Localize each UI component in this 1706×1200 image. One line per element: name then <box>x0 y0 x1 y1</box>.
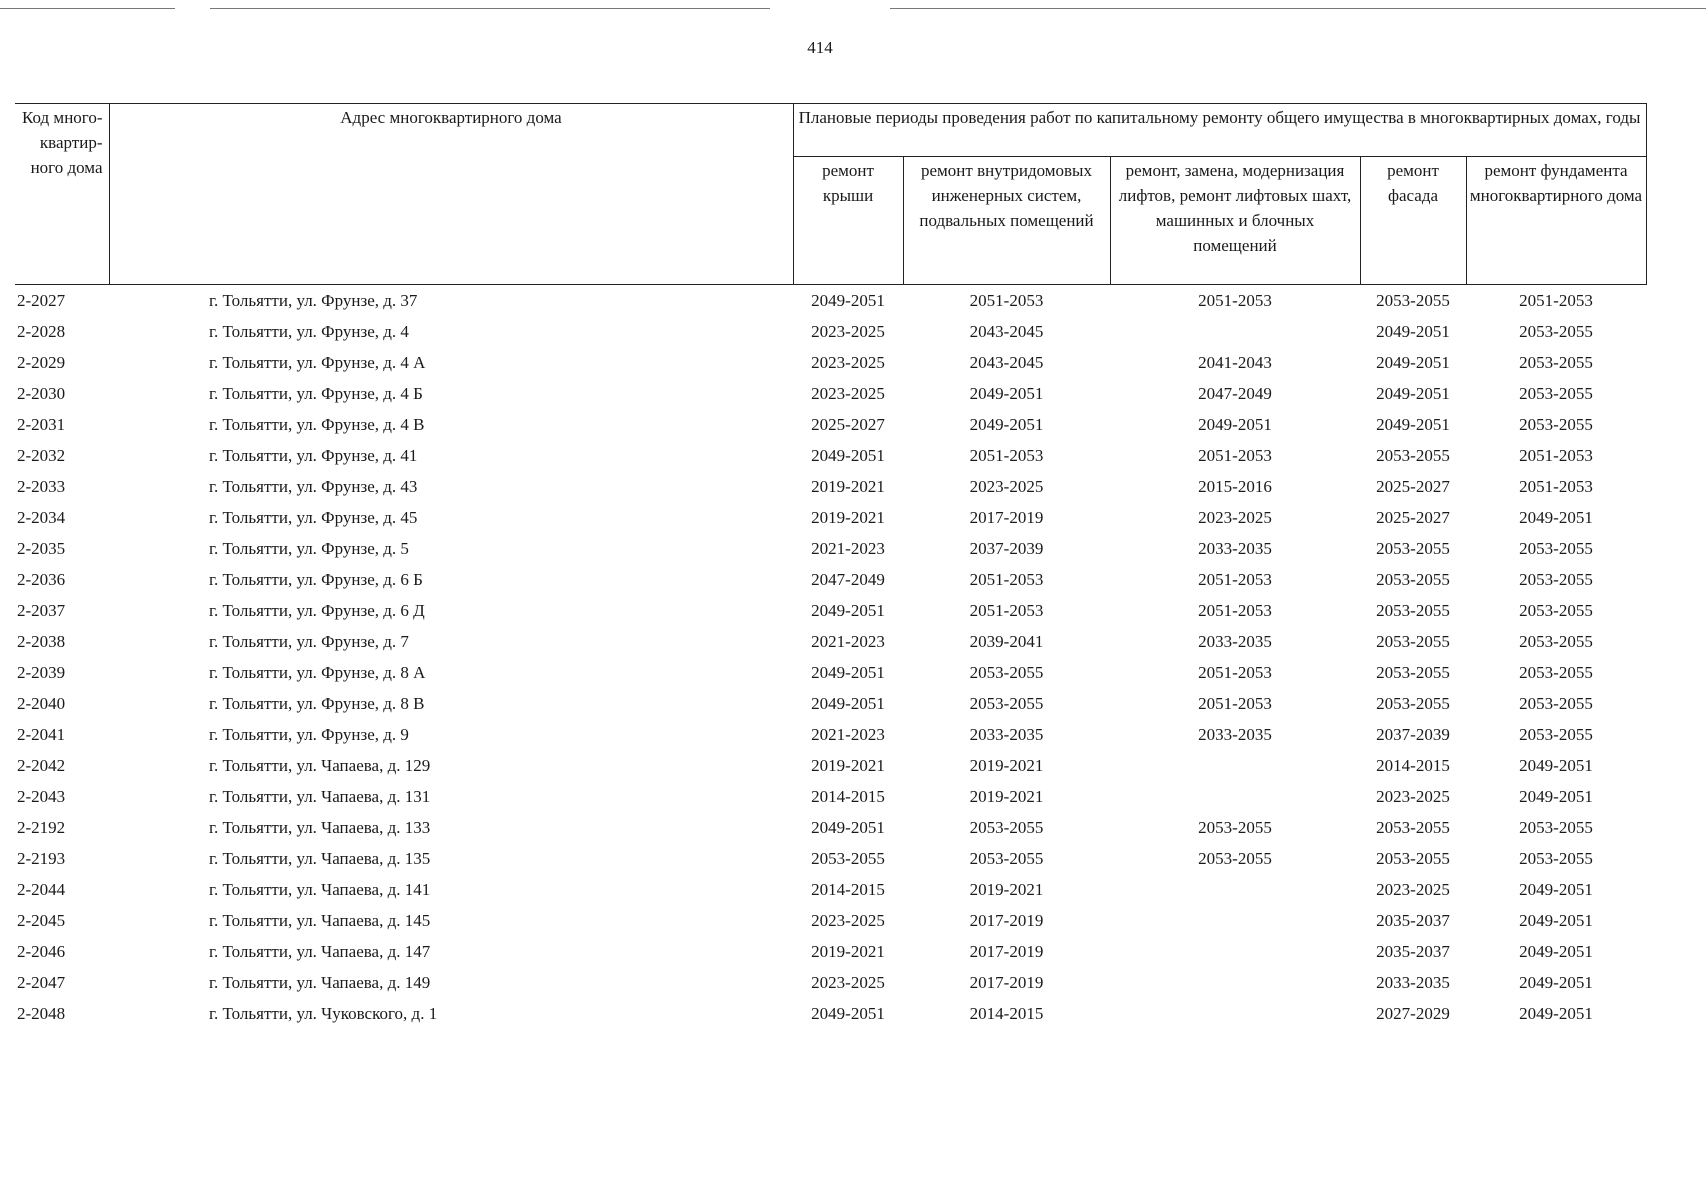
table-row <box>15 812 1646 843</box>
cell-code: 2-2031 <box>17 414 66 434</box>
cell-code: 2-2038 <box>17 631 66 651</box>
cell-lifts: 2051-2053 <box>1198 569 1272 589</box>
cell-address: г. Тольятти, ул. Фрунзе, д. 6 Д <box>209 600 425 620</box>
cell-roof: 2047-2049 <box>811 569 885 589</box>
cell-code: 2-2047 <box>17 972 66 992</box>
cell-roof: 2025-2027 <box>811 414 885 434</box>
cell-foundation: 2053-2055 <box>1519 600 1593 620</box>
cell-systems: 2051-2053 <box>969 290 1044 310</box>
cell-facade: 2049-2051 <box>1376 383 1450 403</box>
cell-roof: 2023-2025 <box>811 321 885 341</box>
cell-code: 2-2040 <box>17 693 66 713</box>
table-row <box>15 843 1646 874</box>
cell-address: г. Тольятти, ул. Чапаева, д. 131 <box>209 786 431 806</box>
cell-lifts: 2049-2051 <box>1198 414 1272 434</box>
table-row <box>15 347 1646 378</box>
cell-code: 2-2192 <box>17 817 66 837</box>
cell-facade: 2023-2025 <box>1376 879 1450 899</box>
cell-lifts: 2051-2053 <box>1198 600 1272 620</box>
cell-address: г. Тольятти, ул. Чуковского, д. 1 <box>209 1003 438 1023</box>
cell-foundation: 2049-2051 <box>1519 755 1593 775</box>
cell-foundation: 2053-2055 <box>1519 414 1593 434</box>
cell-systems: 2017-2019 <box>969 941 1044 961</box>
cell-address: г. Тольятти, ул. Фрунзе, д. 4 Б <box>209 383 423 403</box>
cell-facade: 2025-2027 <box>1376 476 1450 496</box>
header-planned-periods: Плановые периоды проведения работ по капитальному ремонту общего имущества в многоквартирных домах, годы <box>793 104 1646 157</box>
cell-foundation: 2053-2055 <box>1519 817 1593 837</box>
cell-roof: 2049-2051 <box>811 693 885 713</box>
cell-facade: 2049-2051 <box>1376 414 1450 434</box>
cell-code: 2-2032 <box>17 445 66 465</box>
cell-facade: 2033-2035 <box>1376 972 1450 992</box>
table-row <box>15 657 1646 688</box>
cell-facade: 2053-2055 <box>1376 445 1450 465</box>
cell-facade: 2053-2055 <box>1376 848 1450 868</box>
cell-address: г. Тольятти, ул. Фрунзе, д. 9 <box>209 724 409 744</box>
repair-schedule-table <box>15 103 1647 1029</box>
cell-code: 2-2043 <box>17 786 66 806</box>
cell-facade: 2053-2055 <box>1376 631 1450 651</box>
cell-systems: 2043-2045 <box>969 352 1044 372</box>
table-row <box>15 781 1646 812</box>
cell-systems: 2017-2019 <box>969 910 1044 930</box>
table-row <box>15 316 1646 347</box>
cell-lifts: 2053-2055 <box>1198 848 1272 868</box>
cell-code: 2-2030 <box>17 383 66 403</box>
cell-address: г. Тольятти, ул. Фрунзе, д. 45 <box>209 507 418 527</box>
cell-systems: 2051-2053 <box>969 569 1044 589</box>
cell-address: г. Тольятти, ул. Фрунзе, д. 4 <box>209 321 409 341</box>
table-row <box>15 750 1646 781</box>
cell-lifts <box>1110 781 1360 812</box>
page-number: 414 <box>807 38 833 57</box>
cell-foundation: 2051-2053 <box>1519 290 1593 310</box>
table-row <box>15 905 1646 936</box>
cell-systems: 2019-2021 <box>969 879 1044 899</box>
cell-code: 2-2046 <box>17 941 66 961</box>
cell-systems: 2017-2019 <box>969 972 1044 992</box>
table-row <box>15 936 1646 967</box>
cell-roof: 2014-2015 <box>811 786 885 806</box>
cell-roof: 2021-2023 <box>811 631 885 651</box>
cell-address: г. Тольятти, ул. Чапаева, д. 141 <box>209 879 431 899</box>
cell-foundation: 2049-2051 <box>1519 507 1593 527</box>
cell-roof: 2049-2051 <box>811 600 885 620</box>
cell-foundation: 2049-2051 <box>1519 879 1593 899</box>
cell-roof: 2019-2021 <box>811 941 885 961</box>
cell-foundation: 2049-2051 <box>1519 786 1593 806</box>
table-row <box>15 998 1646 1029</box>
cell-foundation: 2053-2055 <box>1519 383 1593 403</box>
cell-lifts <box>1110 905 1360 936</box>
cell-lifts: 2033-2035 <box>1198 631 1272 651</box>
table-header <box>15 104 1646 285</box>
cell-systems: 2053-2055 <box>969 662 1044 682</box>
cell-address: г. Тольятти, ул. Чапаева, д. 135 <box>209 848 431 868</box>
cell-systems: 2053-2055 <box>969 817 1044 837</box>
cell-facade: 2025-2027 <box>1376 507 1450 527</box>
table-row <box>15 533 1646 564</box>
cell-foundation: 2053-2055 <box>1519 321 1593 341</box>
header-address: Адрес многоквартирного дома <box>109 104 793 285</box>
cell-roof: 2049-2051 <box>811 662 885 682</box>
scan-line-mid <box>210 8 770 9</box>
table-row <box>15 285 1646 317</box>
cell-foundation: 2051-2053 <box>1519 476 1593 496</box>
cell-systems: 2053-2055 <box>969 693 1044 713</box>
cell-lifts: 2041-2043 <box>1198 352 1272 372</box>
cell-facade: 2053-2055 <box>1376 569 1450 589</box>
cell-lifts <box>1110 874 1360 905</box>
cell-systems: 2017-2019 <box>969 507 1044 527</box>
cell-foundation: 2053-2055 <box>1519 538 1593 558</box>
cell-lifts: 2015-2016 <box>1198 476 1272 496</box>
cell-address: г. Тольятти, ул. Фрунзе, д. 5 <box>209 538 409 558</box>
cell-lifts <box>1110 967 1360 998</box>
cell-facade: 2049-2051 <box>1376 321 1450 341</box>
cell-systems: 2037-2039 <box>969 538 1044 558</box>
cell-foundation: 2049-2051 <box>1519 1003 1593 1023</box>
table-row <box>15 440 1646 471</box>
cell-systems: 2043-2045 <box>969 321 1044 341</box>
cell-facade: 2035-2037 <box>1376 910 1450 930</box>
cell-address: г. Тольятти, ул. Чапаева, д. 149 <box>209 972 431 992</box>
table-body <box>15 285 1646 1030</box>
cell-lifts: 2023-2025 <box>1198 507 1272 527</box>
cell-code: 2-2045 <box>17 910 66 930</box>
cell-roof: 2021-2023 <box>811 538 885 558</box>
cell-roof: 2021-2023 <box>811 724 885 744</box>
cell-address: г. Тольятти, ул. Чапаева, д. 145 <box>209 910 431 930</box>
cell-code: 2-2193 <box>17 848 66 868</box>
cell-facade: 2027-2029 <box>1376 1003 1450 1023</box>
cell-address: г. Тольятти, ул. Фрунзе, д. 4 А <box>209 352 426 372</box>
table-row <box>15 874 1646 905</box>
cell-facade: 2023-2025 <box>1376 786 1450 806</box>
cell-foundation: 2053-2055 <box>1519 693 1593 713</box>
cell-systems: 2049-2051 <box>969 414 1044 434</box>
header-facade: ремонт фасада <box>1360 157 1466 285</box>
cell-address: г. Тольятти, ул. Фрунзе, д. 4 В <box>209 414 425 434</box>
cell-code: 2-2034 <box>17 507 66 527</box>
table-row <box>15 688 1646 719</box>
table-row <box>15 626 1646 657</box>
cell-address: г. Тольятти, ул. Чапаева, д. 147 <box>209 941 431 961</box>
cell-facade: 2053-2055 <box>1376 817 1450 837</box>
scan-line-left <box>0 8 175 9</box>
cell-roof: 2049-2051 <box>811 290 885 310</box>
cell-systems: 2033-2035 <box>969 724 1044 744</box>
cell-code: 2-2037 <box>17 600 66 620</box>
cell-foundation: 2053-2055 <box>1519 848 1593 868</box>
cell-lifts: 2033-2035 <box>1198 538 1272 558</box>
cell-facade: 2035-2037 <box>1376 941 1450 961</box>
table-row <box>15 595 1646 626</box>
cell-systems: 2039-2041 <box>969 631 1044 651</box>
table-row <box>15 967 1646 998</box>
cell-roof: 2049-2051 <box>811 445 885 465</box>
cell-facade: 2053-2055 <box>1376 290 1450 310</box>
cell-lifts: 2051-2053 <box>1198 445 1272 465</box>
header-lifts: ремонт, замена, модернизация лифтов, ремонт лифтовых шахт, машинных и блочных помещений <box>1110 157 1360 285</box>
cell-roof: 2023-2025 <box>811 910 885 930</box>
cell-foundation: 2053-2055 <box>1519 569 1593 589</box>
cell-lifts <box>1110 998 1360 1029</box>
cell-facade: 2053-2055 <box>1376 693 1450 713</box>
cell-address: г. Тольятти, ул. Фрунзе, д. 37 <box>209 290 418 310</box>
cell-systems: 2051-2053 <box>969 445 1044 465</box>
cell-code: 2-2048 <box>17 1003 66 1023</box>
cell-address: г. Тольятти, ул. Фрунзе, д. 8 В <box>209 693 425 713</box>
cell-address: г. Тольятти, ул. Чапаева, д. 129 <box>209 755 431 775</box>
table-row <box>15 378 1646 409</box>
cell-code: 2-2027 <box>17 290 66 310</box>
cell-roof: 2049-2051 <box>811 817 885 837</box>
cell-foundation: 2051-2053 <box>1519 445 1593 465</box>
cell-address: г. Тольятти, ул. Фрунзе, д. 6 Б <box>209 569 423 589</box>
cell-systems: 2051-2053 <box>969 600 1044 620</box>
cell-roof: 2023-2025 <box>811 972 885 992</box>
cell-code: 2-2028 <box>17 321 66 341</box>
cell-facade: 2053-2055 <box>1376 538 1450 558</box>
cell-roof: 2023-2025 <box>811 383 885 403</box>
cell-code: 2-2041 <box>17 724 66 744</box>
cell-code: 2-2039 <box>17 662 66 682</box>
cell-foundation: 2049-2051 <box>1519 941 1593 961</box>
header-foundation: ремонт фундамента многоквартирного дома <box>1466 157 1646 285</box>
cell-roof: 2049-2051 <box>811 1003 885 1023</box>
cell-systems: 2014-2015 <box>969 1003 1044 1023</box>
table-row <box>15 564 1646 595</box>
cell-facade: 2037-2039 <box>1376 724 1450 744</box>
table-row <box>15 719 1646 750</box>
cell-roof: 2014-2015 <box>811 879 885 899</box>
cell-lifts: 2047-2049 <box>1198 383 1272 403</box>
cell-lifts: 2051-2053 <box>1198 662 1272 682</box>
cell-address: г. Тольятти, ул. Чапаева, д. 133 <box>209 817 431 837</box>
cell-facade: 2053-2055 <box>1376 662 1450 682</box>
cell-roof: 2023-2025 <box>811 352 885 372</box>
cell-lifts: 2033-2035 <box>1198 724 1272 744</box>
cell-systems: 2023-2025 <box>969 476 1044 496</box>
cell-code: 2-2036 <box>17 569 66 589</box>
cell-foundation: 2049-2051 <box>1519 972 1593 992</box>
cell-address: г. Тольятти, ул. Фрунзе, д. 43 <box>209 476 418 496</box>
cell-lifts: 2051-2053 <box>1198 693 1272 713</box>
cell-systems: 2049-2051 <box>969 383 1044 403</box>
cell-systems: 2019-2021 <box>969 786 1044 806</box>
cell-address: г. Тольятти, ул. Фрунзе, д. 41 <box>209 445 418 465</box>
scan-line-right <box>890 8 1706 9</box>
cell-foundation: 2053-2055 <box>1519 662 1593 682</box>
cell-roof: 2053-2055 <box>811 848 885 868</box>
table-row <box>15 409 1646 440</box>
cell-roof: 2019-2021 <box>811 755 885 775</box>
cell-facade: 2049-2051 <box>1376 352 1450 372</box>
cell-lifts <box>1110 750 1360 781</box>
cell-code: 2-2035 <box>17 538 66 558</box>
cell-foundation: 2053-2055 <box>1519 724 1593 744</box>
cell-foundation: 2053-2055 <box>1519 631 1593 651</box>
cell-lifts <box>1110 936 1360 967</box>
header-roof: ремонт крыши <box>793 157 903 285</box>
cell-address: г. Тольятти, ул. Фрунзе, д. 8 А <box>209 662 426 682</box>
cell-foundation: 2053-2055 <box>1519 352 1593 372</box>
header-code: Код много-квартир-ного дома <box>15 104 109 285</box>
cell-code: 2-2029 <box>17 352 66 372</box>
table-row <box>15 502 1646 533</box>
cell-facade: 2053-2055 <box>1376 600 1450 620</box>
cell-lifts <box>1110 316 1360 347</box>
cell-code: 2-2042 <box>17 755 66 775</box>
cell-code: 2-2033 <box>17 476 66 496</box>
cell-roof: 2019-2021 <box>811 507 885 527</box>
cell-code: 2-2044 <box>17 879 66 899</box>
cell-foundation: 2049-2051 <box>1519 910 1593 930</box>
cell-systems: 2019-2021 <box>969 755 1044 775</box>
cell-roof: 2019-2021 <box>811 476 885 496</box>
cell-lifts: 2053-2055 <box>1198 817 1272 837</box>
cell-facade: 2014-2015 <box>1376 755 1450 775</box>
cell-lifts: 2051-2053 <box>1198 290 1272 310</box>
cell-systems: 2053-2055 <box>969 848 1044 868</box>
header-systems: ремонт внутридомовых инженерных систем, подвальных помещений <box>903 157 1110 285</box>
cell-address: г. Тольятти, ул. Фрунзе, д. 7 <box>209 631 409 651</box>
table-row <box>15 471 1646 502</box>
